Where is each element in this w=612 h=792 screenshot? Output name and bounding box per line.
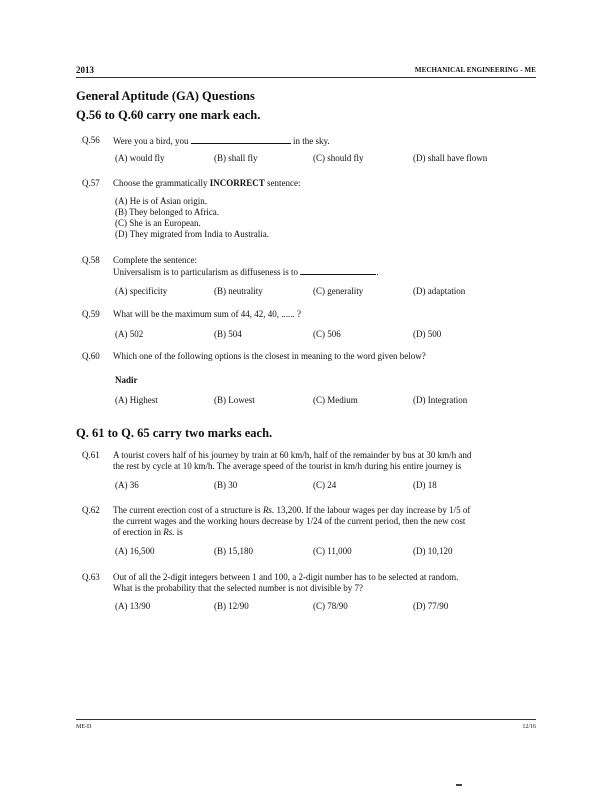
section-title-ga: General Aptitude (GA) Questions [76,89,255,103]
q62-number: Q.62 [82,505,100,515]
header-year: 2013 [76,65,94,75]
q63-option-b: (B) 12/90 [214,601,249,611]
q62-option-d: (D) 10,120 [413,546,453,556]
q56-option-d: (D) shall have flown [413,153,488,163]
q62-rs-1: Rs. [262,505,275,515]
q58-option-d: (D) adaptation [413,286,466,296]
q62-rs-2: Rs. [163,527,175,537]
q56-option-c: (C) should fly [313,153,364,163]
q61-number: Q.61 [82,450,100,460]
q62-option-a: (A) 16,500 [115,546,155,556]
q56-text [113,135,533,147]
q57-text-a: Choose the grammatically [113,178,208,188]
q63-option-a: (A) 13/90 [115,601,151,611]
q56-blank [191,135,291,144]
q62-option-c: (C) 11,000 [313,546,352,556]
header-subject: MECHANICAL ENGINEERING - ME [414,66,536,74]
q61-option-d: (D) 18 [413,480,437,490]
q59-option-b: (B) 504 [214,329,242,339]
footer-rule [76,719,536,720]
q63-line2: What is the probability that the selected number is not divisible by 7? [113,583,363,593]
q59-option-a: (A) 502 [115,329,144,339]
q56-number: Q.56 [82,135,100,145]
q58-line1: Complete the sentence: [113,255,197,265]
q61-option-c: (C) 24 [313,480,337,490]
q62-line3-b: is [176,527,183,537]
q57-option-d: (D) They migrated from India to Australia. [115,229,270,239]
q58-number: Q.58 [82,255,100,265]
q62-line3 [113,527,533,538]
q56-text-b: in the sky. [293,136,330,146]
q57-number: Q.57 [82,178,100,188]
section-two-mark-note: Q. 61 to Q. 65 carry two marks each. [76,426,273,440]
q62-line1-b: 13,200. If the labour wages per day increase by 1/5 of [276,505,471,515]
q62-option-b: (B) 15,180 [214,546,253,556]
q57-option-a: (A) He is of Asian origin. [115,196,207,206]
page-header [76,63,536,78]
q60-option-d: (D) Integration [413,395,468,405]
q56-option-a: (A) would fly [115,153,165,163]
q60-number: Q.60 [82,351,100,361]
q60-option-b: (B) Lowest [214,395,255,405]
q61-line2: the rest by cycle at 10 km/h. The average speed of the tourist in km/h during his entire journey is [113,461,462,471]
q59-number: Q.59 [82,309,100,319]
q58-option-b: (B) neutrality [214,286,263,296]
q60-word: Nadir [115,375,138,385]
q63-option-d: (D) 77/90 [413,601,449,611]
q56-text-a: Were you a bird, you [113,136,189,146]
q61-option-b: (B) 30 [214,480,238,490]
q61-line1: A tourist covers half of his journey by train at 60 km/h, half of the remainder by bus at 30 km/h and [113,450,472,460]
q58-blank [300,266,379,277]
q62-line1 [113,505,533,516]
scan-mark [456,784,462,786]
q57-option-c: (C) She is an European. [115,218,201,228]
q57-text [113,178,533,189]
q60-option-c: (C) Medium [313,395,358,405]
section-one-mark-note: Q.56 to Q.60 carry one mark each. [76,108,261,122]
q59-option-c: (C) 506 [313,329,341,339]
q56-option-b: (B) shall fly [214,153,258,163]
q58-dot: . [376,267,379,277]
q63-text [113,572,533,594]
q57-option-b: (B) They belonged to Africa. [115,207,220,217]
q57-text-bold: INCORRECT [209,178,265,188]
q58-line2 [113,266,533,278]
q63-option-c: (C) 78/90 [313,601,348,611]
q63-line1: Out of all the 2-digit integers between 1 and 100, a 2-digit number has to be selected at random. [113,572,459,582]
q58-text [113,255,533,278]
q58-option-a: (A) specificity [115,286,168,296]
q62-line3-a: of erection in [113,527,161,537]
q59-option-d: (D) 500 [413,329,442,339]
q61-text [113,450,533,472]
q57-text-b: sentence: [267,178,301,188]
q58-line2-text: Universalism is to particularism as diffuseness is to [113,267,299,277]
q61-option-a: (A) 36 [115,480,139,490]
footer-code: ME-D [76,724,92,730]
footer-page-number: 12/16 [522,724,536,730]
q62-text [113,505,533,538]
q63-number: Q.63 [82,572,100,582]
q58-option-c: (C) generality [313,286,364,296]
q60-option-a: (A) Highest [115,395,158,405]
q62-line1-a: The current erection cost of a structure is [113,505,261,515]
q60-text: Which one of the following options is the closest in meaning to the word given below? [113,351,426,361]
q62-line2: the current wages and the working hours decrease by 1/24 of the current period, then the new cost [113,516,466,526]
q59-text: What will be the maximum sum of 44, 42, 40, ...... ? [113,309,301,319]
